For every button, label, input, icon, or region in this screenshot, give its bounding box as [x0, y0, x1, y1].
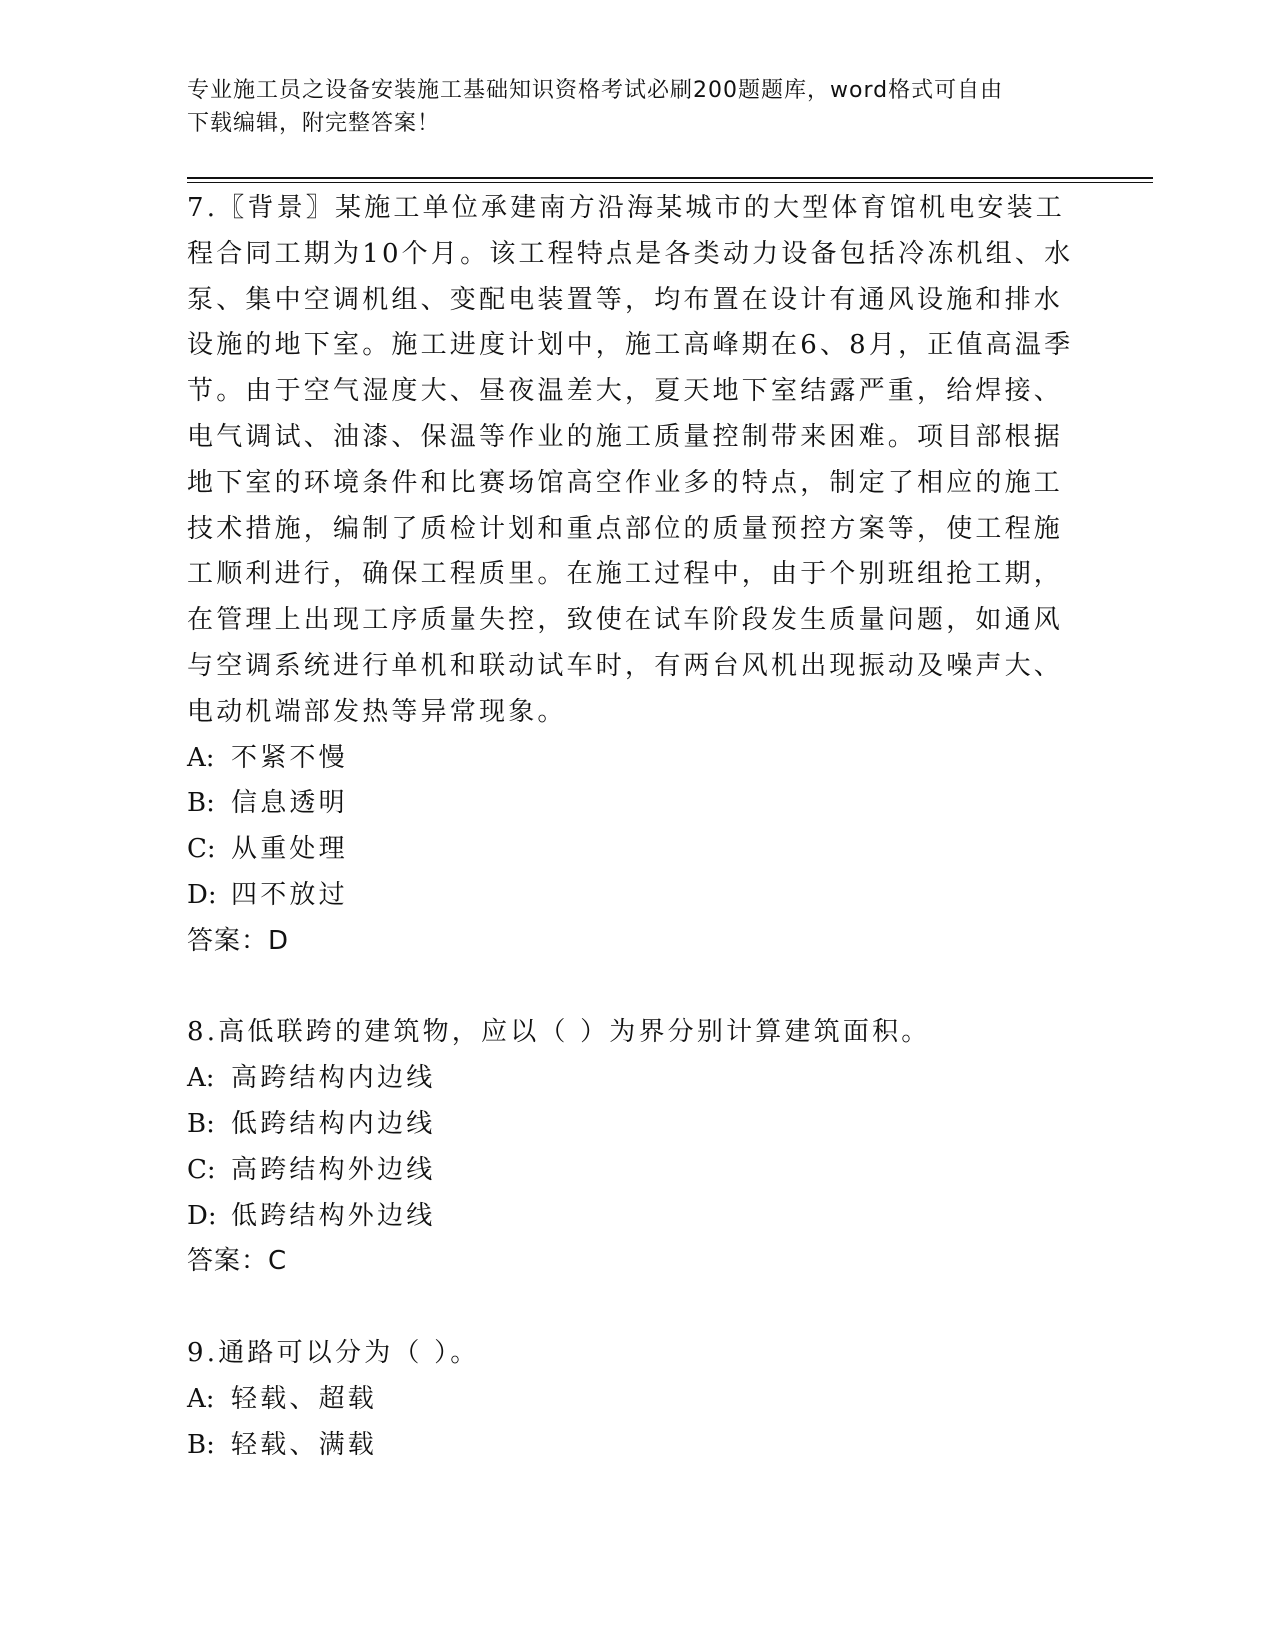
question-line: 节。由于空气湿度大、昼夜温差大，夏天地下室结露严重，给焊接、: [187, 376, 1064, 407]
spacer: [187, 1285, 1087, 1331]
option-letter: D:: [187, 879, 217, 910]
question-9: [187, 1331, 1087, 1468]
option-letter: B:: [187, 1429, 215, 1460]
option-text: 轻载、超载: [231, 1383, 378, 1414]
question-line: 8.高低联跨的建筑物，应以（ ）为界分别计算建筑面积。: [187, 1017, 931, 1048]
option-a: [187, 1377, 1087, 1423]
option-letter: D:: [187, 1200, 217, 1231]
question-line: 地下室的环境条件和比赛场馆高空作业多的特点，制定了相应的施工: [187, 467, 1064, 498]
document-header: [187, 74, 1087, 140]
question-line: 与空调系统进行单机和联动试车时，有两台风机出现振动及噪声大、: [187, 650, 1064, 681]
question-line: 泵、集中空调机组、变配电装置等，均布置在设计有通风设施和排水: [187, 284, 1064, 315]
option-letter: B:: [187, 788, 215, 819]
option-letter: A:: [187, 742, 215, 773]
option-letter: A:: [187, 1383, 215, 1414]
header-divider-thin: [187, 182, 1153, 183]
option-text: 轻载、满载: [231, 1429, 378, 1460]
question-line: 程合同工期为10个月。该工程特点是各类动力设备包括冷冻机组、水: [187, 238, 1074, 269]
option-letter: A:: [187, 1063, 215, 1094]
option-letter: C:: [187, 1154, 216, 1185]
header-line-1: 专业施工员之设备安装施工基础知识资格考试必刷200题题库，word格式可自由: [187, 78, 1004, 103]
option-c: [187, 827, 1087, 873]
question-line: 在管理上出现工序质量失控，致使在试车阶段发生质量问题，如通风: [187, 605, 1064, 636]
option-a: [187, 736, 1087, 782]
option-d: [187, 873, 1087, 919]
option-text: 四不放过: [231, 879, 348, 910]
option-text: 从重处理: [231, 834, 348, 865]
option-c: [187, 1148, 1087, 1194]
question-line: 电动机端部发热等异常现象。: [187, 696, 567, 727]
option-letter: C:: [187, 834, 216, 865]
option-b: [187, 781, 1087, 827]
option-b: [187, 1102, 1087, 1148]
question-line: 电气调试、油漆、保温等作业的施工质量控制带来困难。项目部根据: [187, 421, 1064, 452]
question-line: 9.通路可以分为（ ）。: [187, 1337, 480, 1368]
option-text: 高跨结构内边线: [231, 1063, 436, 1094]
option-d: [187, 1194, 1087, 1240]
question-line: 7.〖背景〗某施工单位承建南方沿海某城市的大型体育馆机电安装工: [187, 193, 1066, 223]
option-letter: B:: [187, 1108, 215, 1139]
option-text: 高跨结构外边线: [231, 1154, 436, 1185]
question-7-stem: [187, 186, 1087, 736]
spacer: [187, 965, 1087, 1011]
answer-line: 答案：D: [187, 925, 290, 956]
option-text: 低跨结构内边线: [231, 1108, 436, 1139]
question-line: 工顺利进行，确保工程质里。在施工过程中，由于个别班组抢工期，: [187, 559, 1064, 590]
option-text: 低跨结构外边线: [231, 1200, 436, 1231]
question-list: [187, 186, 1087, 1468]
question-line: 设施的地下室。施工进度计划中，施工高峰期在6、8月，正值高温季: [187, 330, 1074, 361]
option-b: [187, 1423, 1087, 1469]
question-7: [187, 186, 1087, 965]
header-line-2: 下载编辑，附完整答案！: [187, 111, 441, 136]
option-text: 不紧不慢: [231, 742, 348, 773]
option-text: 信息透明: [231, 788, 348, 819]
question-8: [187, 1010, 1087, 1285]
question-line: 技术措施，编制了质检计划和重点部位的质量预控方案等，使工程施: [187, 513, 1064, 544]
option-a: [187, 1056, 1087, 1102]
answer-line: 答案：C: [187, 1246, 288, 1277]
header-divider-thick: [187, 177, 1153, 179]
